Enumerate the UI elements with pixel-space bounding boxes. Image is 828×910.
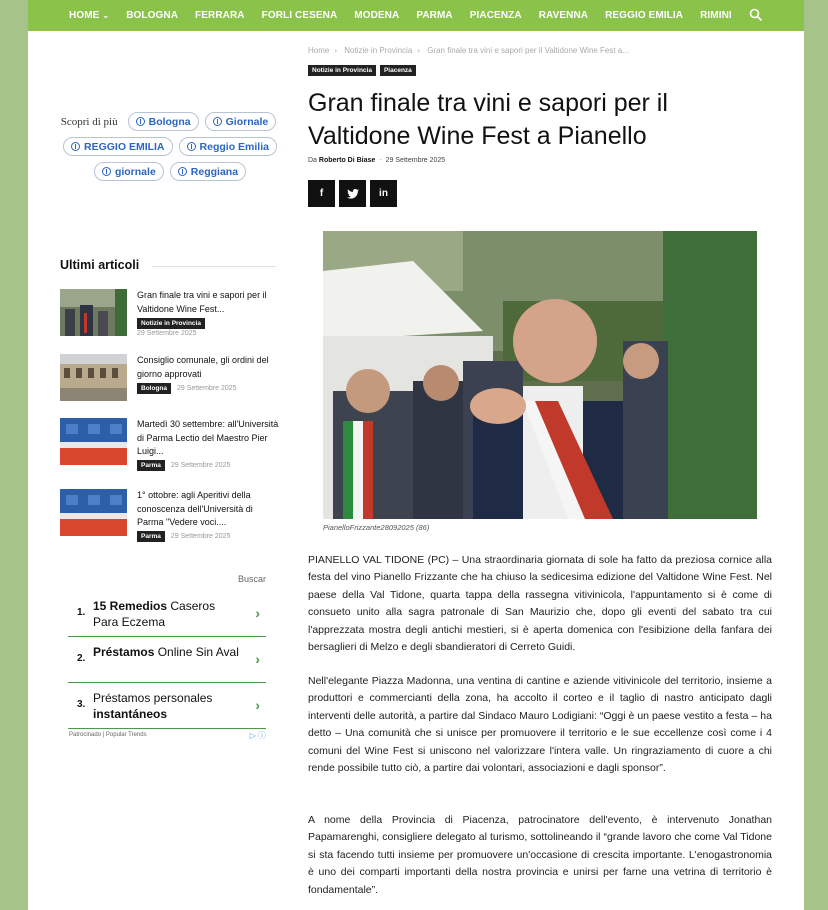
ad-item-text[interactable]: Préstamos personales instantáneos [93, 691, 213, 721]
nav-item-forli-cesena[interactable]: FORLI CESENA [261, 10, 338, 21]
article-byline: Da Roberto Di Biase - 29 Settembre 2025 [308, 157, 446, 164]
article-paragraph: A nome della Provincia di Piacenza, patrocinatore dell'evento, è intervenuto Jonathan Papamarenghi, consigliere delegato al turismo, sottolineando il “grande lavoro che come Val Tidone si sta facendo tutti insieme per promuovere un'occasione di crescita importante. L'enogastronomia è uno dei comparti importanti della nostra provincia e unirsi per farne una vetrina di territorio è fondamentale”. [308, 814, 772, 896]
category-badge[interactable]: Parma [137, 460, 165, 471]
category-badge[interactable]: Piacenza [380, 65, 416, 76]
heading-divider [152, 266, 276, 267]
facebook-share-button[interactable] [308, 180, 335, 207]
ad-item-text[interactable]: 15 Remedios Caseros Para Eczema [93, 599, 216, 629]
nav-item-piacenza[interactable]: PIACENZA [469, 10, 522, 21]
sidebar-article-title[interactable]: Consiglio comunale, gli ordini del giorno approvati [137, 355, 269, 379]
facebook-icon: f [319, 188, 324, 199]
article-thumbnail[interactable] [60, 289, 127, 336]
linkedin-icon: in [379, 188, 388, 199]
sidebar-article-title[interactable]: Gran finale tra vini e sapori per il Valtidone Wine Fest... [137, 290, 267, 314]
pill-reggio-emilia-upper[interactable]: REGGIO EMILIA [63, 137, 173, 156]
latest-articles-heading: Ultimi articoli [60, 258, 140, 272]
pill-giornale[interactable]: Giornale [205, 112, 277, 131]
info-icon [102, 167, 111, 176]
category-badge[interactable]: Parma [137, 531, 165, 542]
chevron-right-icon[interactable]: › [255, 605, 260, 621]
twitter-share-button[interactable] [339, 180, 366, 207]
article-thumbnail[interactable] [60, 354, 127, 401]
pill-reggio-emilia[interactable]: Reggio Emilia [179, 137, 277, 156]
article-thumbnail[interactable] [60, 489, 127, 536]
ad-item-text[interactable]: Préstamos Online Sin Aval [93, 645, 239, 659]
category-badge[interactable]: Bologna [137, 383, 171, 394]
search-icon[interactable] [749, 8, 763, 22]
category-badge[interactable]: Notizie in Provincia [137, 318, 205, 329]
ad-item[interactable] [68, 594, 266, 637]
article-title: Gran finale tra vini e sapori per il Valtidone Wine Fest a Pianello [308, 89, 668, 150]
ad-item-number: 3. [77, 699, 86, 710]
top-navigation-bar [28, 0, 804, 31]
info-icon [136, 117, 145, 126]
discover-label: Scopri di più [60, 115, 118, 128]
ad-search-label[interactable]: Buscar [237, 574, 266, 584]
info-icon [178, 167, 187, 176]
adchoices-icon[interactable]: ▷ ⓘ [249, 731, 266, 740]
nav-item-reggio-emilia[interactable]: REGGIO EMILIA [605, 10, 684, 21]
category-badge[interactable]: Notizie in Provincia [308, 65, 376, 76]
article-date: 29 Settembre 2025 [177, 385, 237, 392]
linkedin-share-button[interactable] [370, 180, 397, 207]
ad-item[interactable] [68, 637, 266, 683]
breadcrumb-category[interactable]: Notizie in Provincia [344, 46, 413, 55]
twitter-icon [347, 189, 359, 199]
nav-item-ravenna[interactable]: RAVENNA [538, 10, 589, 21]
article-categories [308, 65, 420, 76]
author-link[interactable]: Roberto Di Biase [318, 157, 376, 164]
article-thumbnail[interactable] [60, 418, 127, 465]
pill-bologna[interactable]: Bologna [128, 112, 199, 131]
info-icon [187, 142, 196, 151]
nav-item-bologna[interactable]: BOLOGNA [126, 10, 179, 21]
breadcrumb: Home › Notizie in Provincia › Gran finale tra vini e sapori per il Valtidone Wine Fest a... [308, 46, 629, 55]
article-main-photo[interactable] [323, 231, 757, 519]
sidebar-article-title[interactable]: 1° ottobre: agli Aperitivi della conoscenza dell'Università di Parma "Vedere voci.... [137, 490, 253, 527]
nav-item-modena[interactable]: MODENA [354, 10, 400, 21]
nav-item-parma[interactable]: PARMA [416, 10, 453, 21]
info-icon [71, 142, 80, 151]
info-icon [213, 117, 222, 126]
breadcrumb-current: Gran finale tra vini e sapori per il Valtidone Wine Fest a... [427, 46, 629, 55]
discover-more-widget [60, 112, 280, 187]
article-paragraph: PIANELLO VAL TIDONE (PC) – Una straordinaria giornata di sole ha fatto da preziosa cornice alla festa del vino Pianello Frizzante che ha chiuso la sedicesima edizione del Valtidone Wine Fest. Nel paese della Val Tidone, quarta tappa della rassegna vitivinicola, l'appuntamento si è come di consueto unito alla sagra patronale di San Maurizio che, dopo gli eventi del sabato tra cui l'apprezzata mostra degli antichi mestieri, si è aperta domenica con l'esibizione della fanfara dei bersaglieri di Melzo e degli sbandieratori di Cerreto Guidi. [308, 554, 772, 654]
ad-item-number: 2. [77, 653, 86, 664]
chevron-right-icon[interactable]: › [255, 651, 260, 667]
sidebar-article-title[interactable]: Martedì 30 settembre: all'Università di Parma Lectio del Maestro Pier Luigi... [137, 419, 279, 456]
breadcrumb-home[interactable]: Home [308, 46, 330, 55]
photo-caption: PianelloFrizzante28092025 (86) [323, 523, 430, 532]
pill-reggiana[interactable]: Reggiana [170, 162, 246, 181]
share-buttons [308, 180, 401, 207]
chevron-down-icon: ⌄ [102, 11, 110, 20]
ad-item-number: 1. [77, 607, 86, 618]
article-date: 29 Settembre 2025 [137, 330, 197, 337]
nav-item-home[interactable]: HOME ⌄ [69, 10, 110, 21]
article-date: 29 Settembre 2025 [385, 157, 446, 164]
article-date: 29 Settembre 2025 [170, 462, 231, 469]
pill-giornale-lower[interactable]: giornale [94, 162, 164, 181]
article-date: 29 Settembre 2025 [170, 533, 231, 540]
chevron-right-icon[interactable]: › [255, 697, 260, 713]
nav-item-rimini[interactable]: RIMINI [700, 10, 732, 21]
article-paragraph: Nell'elegante Piazza Madonna, una ventina di cantine e aziende vitivinicole del territorio, insieme a produttori e commercianti della zona, ha accolto il corteo e il taglio di nastro anticipato dagli interventi delle autorità, a partire dal Sindaco Mauro Lodigiani: “Oggi è un paese vestito a festa – ha detto – Una comunità che si unisce per promuovere il territorio e le sue eccellenze così come i 4 comuni del Wine Fest si uniscono nel valorizzare l'intera valle. Un ringraziamento di cuore a chi rende possibile tutto ciò, a partire dai volontari, associazioni e dagli sponsor”. [308, 675, 772, 775]
ad-item[interactable] [68, 683, 266, 729]
ad-footer[interactable]: Patrocinado | Popular Trends [69, 732, 147, 738]
nav-item-ferrara[interactable]: FERRARA [195, 10, 245, 21]
